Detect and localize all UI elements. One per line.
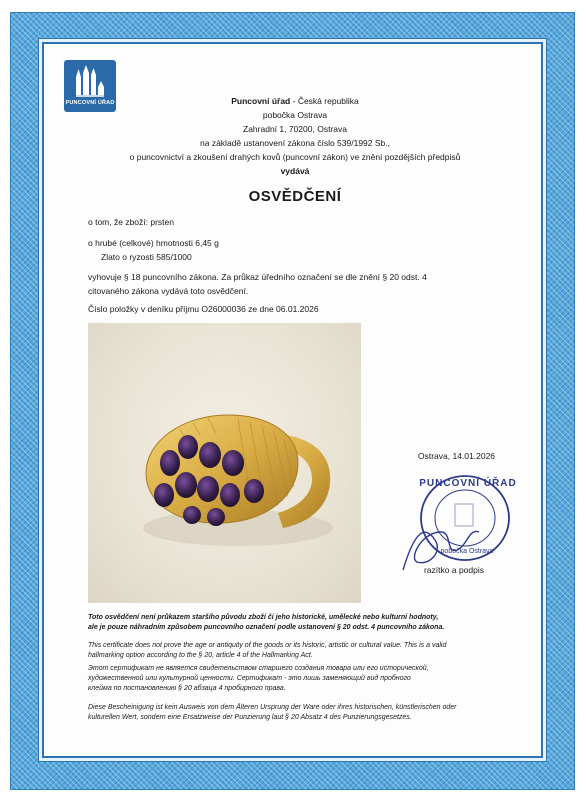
compliance-line-1: vyhovuje § 18 puncovního zákona. Za průkaz úředního označení se dle znění § 20 odst. 4 [88, 272, 427, 282]
disclaimer-russian [88, 664, 508, 694]
goods-line: o tom, že zboží: prsten [88, 217, 174, 227]
certificate-title: OSVĚDČENÍ [248, 188, 342, 205]
law-title-line: o puncovnictví a zkoušení drahých kovů (puncovní zákon) ve znění pozdějších předpisů [129, 152, 461, 162]
disclaimer-ru-line-3: клейма по постановлению § 20 абзаца 4 пробирного права. [88, 685, 286, 692]
place-and-date: Ostrava, 14.01.2026 [418, 451, 496, 461]
weight-line: o hrubé (celkové) hmotnosti 6,45 g [88, 238, 219, 248]
issuer-country: - Česká republika [290, 96, 359, 106]
item-number-line: Číslo položky v deníku příjmu O26000036 ze dne 06.01.2026 [88, 304, 319, 314]
gold-fineness-line: Zlato o ryzosti 585/1000 [101, 252, 192, 262]
disclaimer-english [88, 641, 508, 661]
ring-photo [88, 323, 361, 603]
disclaimer-german [88, 703, 508, 723]
disclaimer-de-line-2: kulturellen Wert, sondern eine Ersatzweise der Punzierung laut § 20 Absatz 4 des Punzierungsgesetzes. [88, 714, 412, 721]
disclaimer-ru-line-2: художественной или культурной ценности. Сертификат - это лишь заменяющий вид пробного [88, 675, 411, 682]
logo-label: PUNCOVNÍ ÚŘAD [65, 100, 115, 106]
branch-line: pobočka Ostrava [262, 110, 328, 120]
issuer-header [95, 94, 495, 178]
disclaimer-cz-line-2: ale je pouze náhradním způsobem puncovního označení podle ustanovení § 20 odst. 4 puncovního zákona. [88, 624, 445, 631]
disclaimer-en-line-2: hallmarking option according to the § 20, article 4 of the Hallmarking Act. [88, 652, 313, 659]
stamp-branch: pobočka Ostrava [440, 548, 494, 555]
issuer-name: Puncovní úřad [231, 96, 291, 106]
issues-line: vydává [280, 166, 310, 176]
disclaimer-de-line-1: Diese Bescheinigung ist kein Ausweis von dem Älteren Ursprung der Ware oder ihres historischen, künstlerischen oder [88, 704, 457, 711]
issuer-line [95, 94, 495, 108]
disclaimer-czech [88, 613, 508, 633]
ring-image [88, 323, 361, 603]
compliance-line-2: citovaného zákona vydává toto osvědčení. [88, 286, 249, 296]
disclaimer-ru-line-1: Этот сертификат не является свидетельством старшего создания товара или его исторической, [88, 665, 429, 672]
address-line: Zahradní 1, 70200, Ostrava [243, 124, 347, 134]
law-line: na základě ustanovení zákona číslo 539/1992 Sb., [200, 138, 390, 148]
disclaimer-cz-line-1: Toto osvědčení není průkazem staršího původu zboží či jeho historické, umělecké nebo kulturní hodnoty, [88, 614, 439, 621]
stamp-label: PUNCOVNÍ ÚŘAD [419, 478, 517, 489]
disclaimer-en-line-1: This certificate does not prove the age or antiquity of the goods or its historic, artistic or cultural value. This is a valid [88, 642, 447, 649]
stamp-signature-label: razítko a podpis [424, 565, 485, 575]
